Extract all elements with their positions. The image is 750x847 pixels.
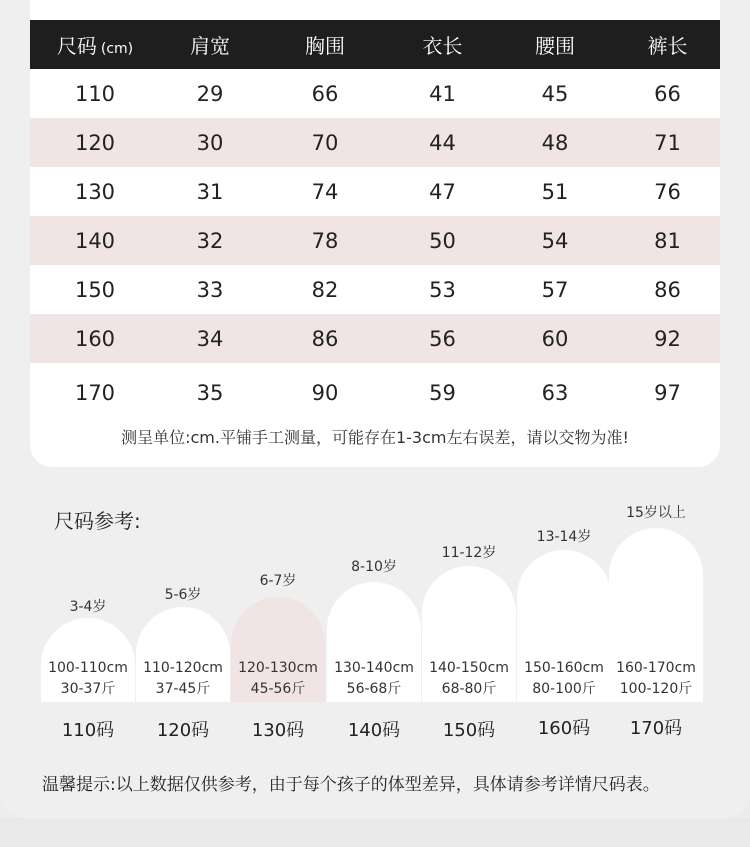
reference-title: 尺码参考:: [54, 509, 141, 533]
weight-range: 45-56斤: [250, 681, 306, 697]
cell-length: 59: [429, 381, 456, 405]
cell-length: 53: [429, 277, 456, 302]
height-weight-text: [228, 658, 328, 700]
size-label: 130码: [251, 720, 305, 741]
age-label: 6-7岁: [259, 573, 297, 589]
size-label: 110码: [61, 720, 115, 741]
header-chest: 胸围: [305, 34, 345, 58]
cell-waist: 63: [541, 381, 569, 405]
age-label: 11-12岁: [441, 545, 497, 561]
cell-pants-length: 71: [654, 130, 681, 155]
cell-length: 56: [429, 326, 456, 351]
age-label: 15岁以上: [626, 505, 686, 521]
weight-range: 80-100斤: [532, 681, 596, 697]
height-weight-text: [324, 658, 424, 700]
cell-length: 47: [429, 179, 456, 204]
cell-length: 41: [429, 81, 456, 106]
cell-waist: 51: [541, 179, 569, 204]
cell-chest: 78: [311, 228, 339, 253]
size-label: 160码: [537, 718, 591, 739]
cell-shoulder: 30: [196, 130, 224, 155]
cell-size: 130: [74, 179, 116, 204]
height-range: 140-150cm: [429, 660, 509, 676]
cell-shoulder: 32: [196, 228, 224, 253]
height-weight-text: [606, 658, 706, 700]
cell-size: 170: [74, 381, 116, 405]
measurement-note: 测呈单位:cm.平铺手工测量，可能存在1-3cm左右误差，请以交物为准!: [121, 428, 629, 447]
header-pants-length: 裤长: [647, 34, 688, 58]
cell-shoulder: 29: [196, 81, 224, 106]
age-label: 13-14岁: [536, 529, 592, 545]
cell-shoulder: 34: [196, 326, 224, 351]
cell-size: 120: [74, 130, 116, 155]
height-range: 130-140cm: [334, 660, 414, 676]
cell-chest: 66: [311, 81, 339, 106]
cell-pants-length: 76: [654, 179, 681, 204]
cell-pants-length: 97: [654, 381, 681, 405]
height-range: 100-110cm: [48, 660, 128, 676]
height-range: 150-160cm: [524, 660, 604, 676]
cell-waist: 54: [541, 228, 569, 253]
cell-pants-length: 92: [654, 326, 681, 351]
cell-shoulder: 33: [196, 277, 224, 302]
cell-chest: 86: [311, 326, 339, 351]
header-shoulder: 肩宽: [190, 34, 230, 58]
cell-waist: 45: [541, 81, 569, 106]
cell-pants-length: 81: [654, 228, 681, 253]
height-range: 120-130cm: [238, 660, 318, 676]
height-range: 110-120cm: [143, 660, 223, 676]
cell-length: 50: [429, 228, 456, 253]
height-weight-text: [38, 658, 138, 700]
height-range: 160-170cm: [616, 660, 696, 676]
size-label: 150码: [442, 720, 496, 741]
weight-range: 30-37斤: [60, 681, 116, 697]
cell-chest: 90: [311, 381, 339, 405]
cell-waist: 60: [541, 326, 569, 351]
age-label: 5-6岁: [164, 587, 202, 603]
cell-pants-length: 66: [654, 81, 681, 106]
height-weight-text: [133, 658, 233, 700]
header-length: 衣长: [422, 34, 463, 58]
cell-length: 44: [429, 130, 456, 155]
cell-waist: 48: [541, 130, 569, 155]
header-waist: 腰围: [535, 34, 575, 58]
cell-size: 140: [74, 228, 116, 253]
cell-size: 150: [74, 277, 116, 302]
size-label: 140码: [347, 720, 401, 741]
header-size: 尺码 (cm): [56, 34, 134, 58]
cell-chest: 70: [311, 130, 339, 155]
tip-text: 温馨提示:以上数据仅供参考，由于每个孩子的体型差异，具体请参考详情尺码表。: [42, 775, 660, 795]
size-label: 170码: [629, 718, 683, 739]
cell-waist: 57: [541, 277, 569, 302]
weight-range: 68-80斤: [441, 681, 497, 697]
size-label: 120码: [156, 720, 210, 741]
age-label: 3-4岁: [69, 599, 107, 615]
height-weight-text: [419, 658, 519, 700]
bottom-strip: [0, 818, 750, 847]
weight-range: 56-68斤: [346, 681, 402, 697]
height-weight-text: [514, 658, 614, 700]
cell-shoulder: 35: [196, 381, 224, 405]
cell-size: 110: [74, 81, 116, 106]
age-label: 8-10岁: [351, 559, 397, 575]
cell-chest: 82: [311, 277, 339, 302]
cell-chest: 74: [311, 179, 339, 204]
weight-range: 100-120斤: [619, 681, 693, 697]
cell-size: 160: [74, 326, 116, 351]
cell-shoulder: 31: [196, 179, 224, 204]
cell-pants-length: 86: [654, 277, 681, 302]
weight-range: 37-45斤: [155, 681, 211, 697]
